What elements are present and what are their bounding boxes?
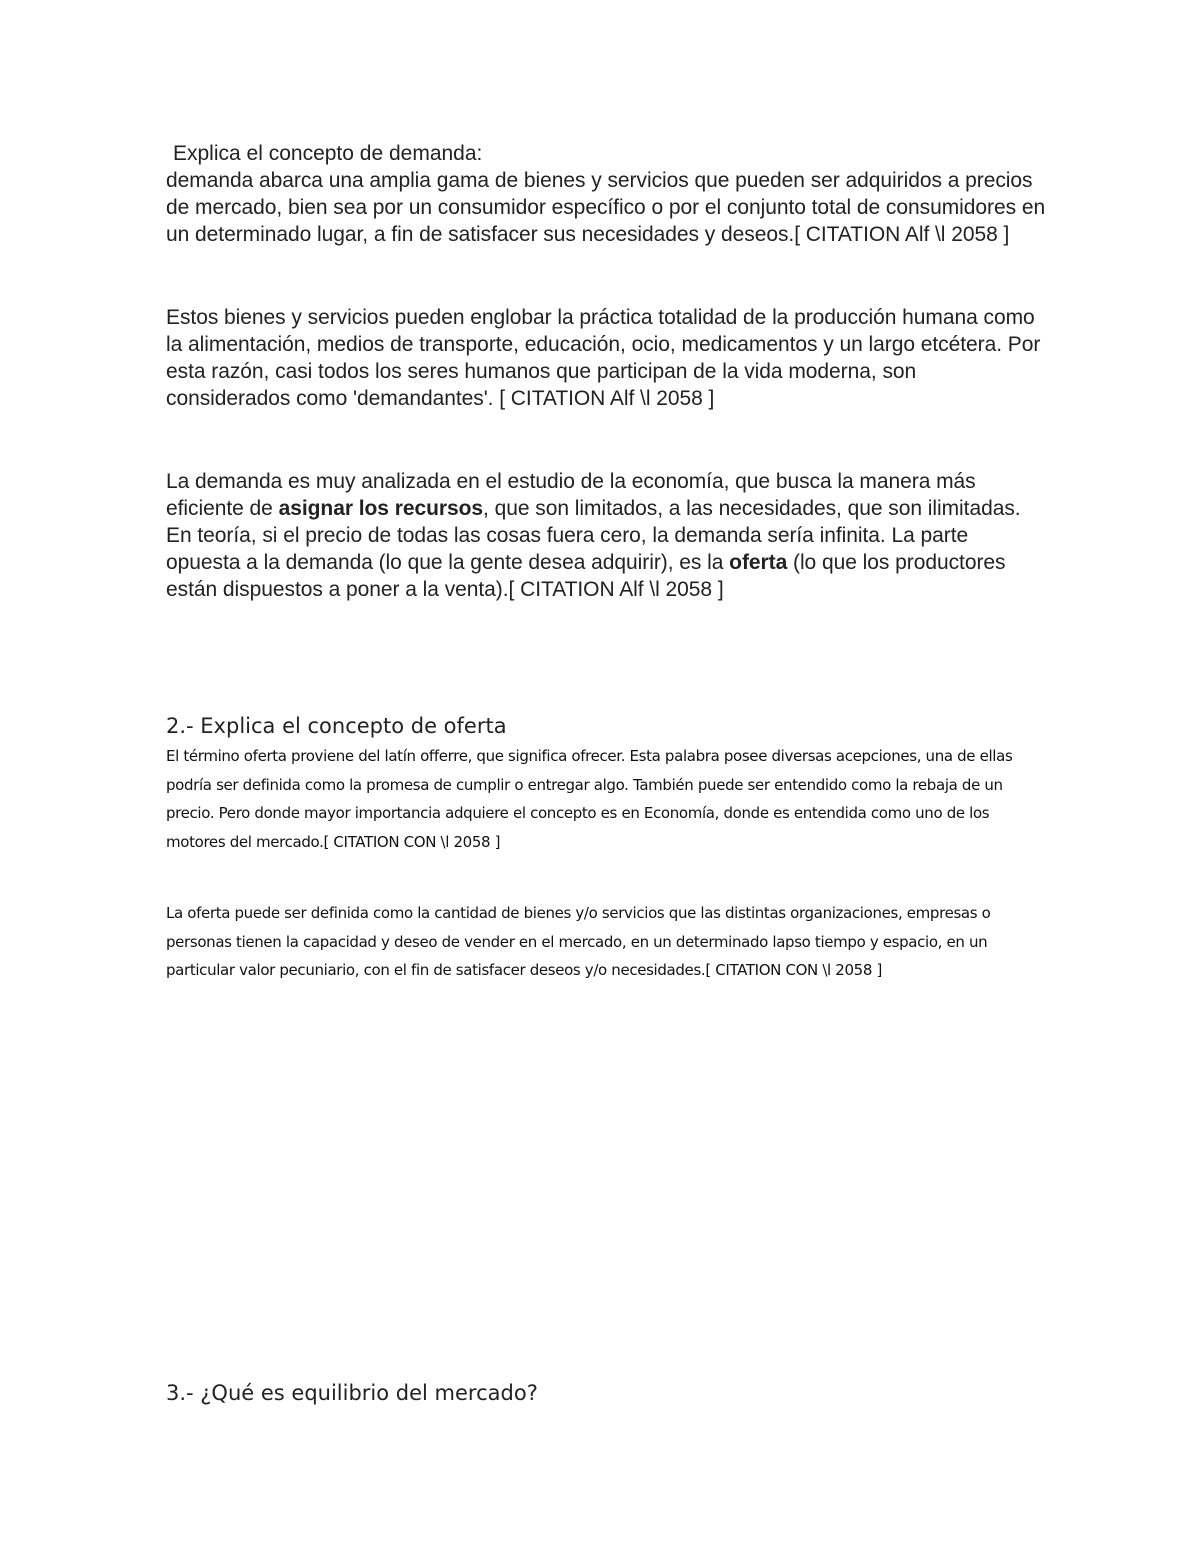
bold-term-oferta: oferta: [729, 551, 788, 574]
paragraph-3-text-c: (lo que los productores están dispuestos a poner a la venta).[ CITATION Alf \l 2058 ]: [166, 551, 1006, 601]
section-1-paragraph-3: [166, 468, 1046, 603]
section-1-paragraph-2: Estos bienes y servicios pueden englobar la práctica totalidad de la producción humana como la alimentación, medios de transporte, educación, ocio, medicamentos y un largo etcétera. Por esta razón, casi todos los seres humanos que participan de la vida moderna, son considerados como 'demandantes'. [ CITATION Alf \l 2058 ]: [166, 306, 1041, 410]
paragraph-3-text-a: La demanda es muy analizada en el estudio de la economía, que busca la manera más eficiente de: [166, 470, 976, 520]
section-1-heading: Explica el concepto de demanda:: [173, 142, 483, 165]
section-2-paragraph-2: La oferta puede ser definida como la cantidad de bienes y/o servicios que las distintas organizaciones, empresas o personas tienen la capacidad y deseo de vender en el mercado, en un determinado lapso tiempo y espacio, en un particular valor pecuniario, con el fin de satisfacer deseos y/o necesidades.[ CITATION CON \l 2058 ]: [166, 904, 991, 980]
paragraph-3-text-b: , que son limitados, a las necesidades, que son ilimitadas. En teoría, si el precio de todas las cosas fuera cero, la demanda sería infinita. La parte opuesta a la demanda (lo que la gente desea adquirir), es la: [166, 497, 1021, 574]
bold-term-asignar-recursos: asignar los recursos: [278, 497, 484, 520]
section-1-paragraph-1: demanda abarca una amplia gama de bienes y servicios que pueden ser adquiridos a precios de mercado, bien sea por un consumidor específico o por el conjunto total de consumidores en un determinado lugar, a fin de satisfacer sus necesidades y deseos.[ CITATION Alf \l 2058 ]: [166, 169, 1046, 246]
section-3-heading: 3.- ¿Qué es equilibrio del mercado?: [166, 1381, 538, 1405]
section-2-heading: 2.- Explica el concepto de oferta: [166, 714, 507, 738]
section-2-paragraph-1: El término oferta proviene del latín offerre, que significa ofrecer. Esta palabra posee diversas acepciones, una de ellas podría ser definida como la promesa de cumplir o entregar algo. También puede ser entendido como la rebaja de un precio. Pero donde mayor importancia adquiere el concepto es en Economía, donde es entendida como uno de los motores del mercado.[ CITATION CON \l 2058 ]: [166, 747, 1013, 851]
